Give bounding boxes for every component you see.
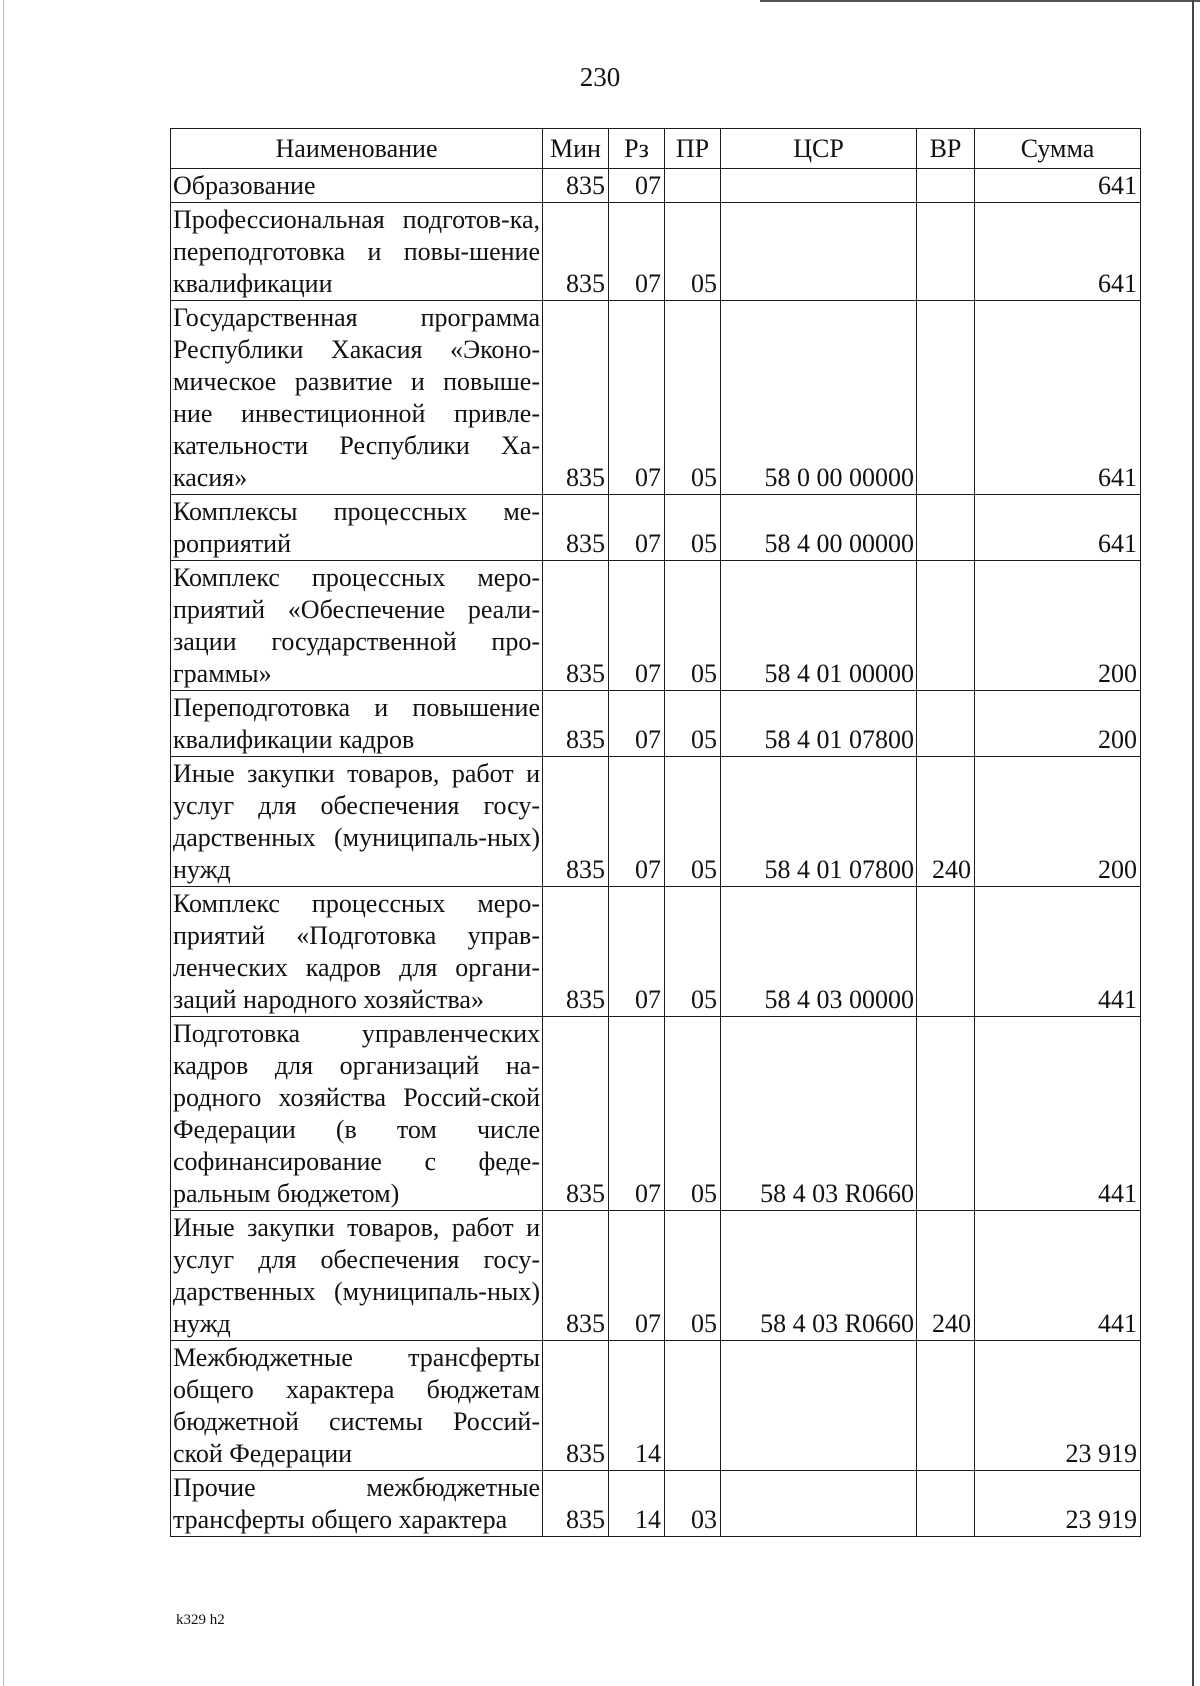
table-row	[171, 1017, 1141, 1211]
cell-csr	[721, 169, 917, 203]
cell-sum: 23 919	[975, 1471, 1141, 1537]
cell-rz: 07	[609, 1211, 665, 1341]
table-header-row	[171, 129, 1141, 169]
cell-sum: 641	[975, 169, 1141, 203]
cell-vr	[917, 203, 975, 301]
cell-min: 835	[543, 1341, 609, 1471]
cell-name: Профессиональная подготов-ка, переподготовка и повы-шение квалификации	[171, 203, 543, 301]
cell-name: Иные закупки товаров, работ и услуг для обеспечения госу-дарственных (муниципаль-ных) нужд	[171, 1211, 543, 1341]
table-row	[171, 1211, 1141, 1341]
cell-csr: 58 4 00 00000	[721, 495, 917, 561]
cell-pr: 05	[665, 1211, 721, 1341]
cell-min: 835	[543, 495, 609, 561]
cell-vr: 240	[917, 1211, 975, 1341]
cell-csr: 58 4 03 R0660	[721, 1211, 917, 1341]
table-row	[171, 1471, 1141, 1537]
cell-vr	[917, 169, 975, 203]
cell-vr: 240	[917, 757, 975, 887]
cell-vr	[917, 301, 975, 495]
cell-csr: 58 4 01 07800	[721, 757, 917, 887]
header-vr: ВР	[917, 129, 975, 169]
cell-min: 835	[543, 1211, 609, 1341]
cell-name: Подготовка управленческих кадров для организаций на-родного хозяйства Россий-ской Федерации (в том числе софинансирование с феде-ральным бюджетом)	[171, 1017, 543, 1211]
cell-min: 835	[543, 203, 609, 301]
cell-vr	[917, 1341, 975, 1471]
cell-pr: 05	[665, 887, 721, 1017]
table-row	[171, 887, 1141, 1017]
cell-name: Межбюджетные трансферты общего характера бюджетам бюджетной системы Россий-ской Федерации	[171, 1341, 543, 1471]
cell-rz: 14	[609, 1471, 665, 1537]
cell-pr: 03	[665, 1471, 721, 1537]
cell-vr	[917, 1471, 975, 1537]
table-row	[171, 301, 1141, 495]
cell-sum: 200	[975, 561, 1141, 691]
scan-left-edge	[3, 0, 4, 1686]
cell-name: Переподготовка и повышение квалификации кадров	[171, 691, 543, 757]
scan-top-edge	[760, 0, 1200, 2]
cell-pr: 05	[665, 495, 721, 561]
cell-csr	[721, 203, 917, 301]
cell-vr	[917, 691, 975, 757]
cell-rz: 07	[609, 1017, 665, 1211]
cell-vr	[917, 1017, 975, 1211]
cell-name: Комплексы процессных ме-роприятий	[171, 495, 543, 561]
cell-pr: 05	[665, 301, 721, 495]
cell-pr	[665, 1341, 721, 1471]
cell-sum: 200	[975, 757, 1141, 887]
cell-rz: 14	[609, 1341, 665, 1471]
cell-csr: 58 4 03 00000	[721, 887, 917, 1017]
cell-vr	[917, 495, 975, 561]
header-name: Наименование	[171, 129, 543, 169]
cell-sum: 441	[975, 887, 1141, 1017]
budget-table	[170, 128, 1141, 1537]
cell-name: Комплекс процессных меро-приятий «Подготовка управ-ленческих кадров для органи-заций народного хозяйства»	[171, 887, 543, 1017]
cell-rz: 07	[609, 169, 665, 203]
cell-vr	[917, 887, 975, 1017]
cell-sum: 441	[975, 1017, 1141, 1211]
cell-name: Иные закупки товаров, работ и услуг для обеспечения госу-дарственных (муниципаль-ных) нужд	[171, 757, 543, 887]
header-sum: Сумма	[975, 129, 1141, 169]
table-row	[171, 169, 1141, 203]
budget-table-container	[170, 128, 1140, 1537]
cell-rz: 07	[609, 203, 665, 301]
cell-vr	[917, 561, 975, 691]
table-body	[171, 169, 1141, 1537]
table-row	[171, 495, 1141, 561]
cell-name: Государственная программа Республики Хакасия «Эконо-мическое развитие и повыше-ние инвестиционной привле-кательности Республики Ха-касия»	[171, 301, 543, 495]
cell-pr: 05	[665, 757, 721, 887]
cell-pr	[665, 169, 721, 203]
cell-name: Образование	[171, 169, 543, 203]
cell-csr: 58 4 01 07800	[721, 691, 917, 757]
table-row	[171, 691, 1141, 757]
cell-sum: 641	[975, 495, 1141, 561]
cell-rz: 07	[609, 887, 665, 1017]
table-row	[171, 203, 1141, 301]
cell-csr	[721, 1471, 917, 1537]
cell-pr: 05	[665, 1017, 721, 1211]
table-row	[171, 561, 1141, 691]
cell-min: 835	[543, 887, 609, 1017]
cell-name: Комплекс процессных меро-приятий «Обеспечение реали-зации государственной про-граммы»	[171, 561, 543, 691]
cell-min: 835	[543, 1471, 609, 1537]
cell-name: Прочие межбюджетные трансферты общего характера	[171, 1471, 543, 1537]
page-number: 230	[579, 62, 621, 92]
header-rz: Рз	[609, 129, 665, 169]
cell-sum: 641	[975, 203, 1141, 301]
header-min: Мин	[543, 129, 609, 169]
cell-sum: 23 919	[975, 1341, 1141, 1471]
cell-min: 835	[543, 691, 609, 757]
cell-csr: 58 0 00 00000	[721, 301, 917, 495]
cell-sum: 200	[975, 691, 1141, 757]
table-row	[171, 757, 1141, 887]
cell-min: 835	[543, 301, 609, 495]
cell-csr	[721, 1341, 917, 1471]
header-csr: ЦСР	[721, 129, 917, 169]
scan-right-edge	[1192, 0, 1194, 1686]
cell-rz: 07	[609, 561, 665, 691]
cell-rz: 07	[609, 301, 665, 495]
footer-code: k329 h2	[176, 1612, 225, 1628]
cell-min: 835	[543, 757, 609, 887]
cell-min: 835	[543, 169, 609, 203]
cell-pr: 05	[665, 691, 721, 757]
cell-pr: 05	[665, 203, 721, 301]
cell-rz: 07	[609, 691, 665, 757]
cell-sum: 641	[975, 301, 1141, 495]
cell-rz: 07	[609, 495, 665, 561]
cell-csr: 58 4 01 00000	[721, 561, 917, 691]
cell-min: 835	[543, 561, 609, 691]
cell-min: 835	[543, 1017, 609, 1211]
cell-rz: 07	[609, 757, 665, 887]
cell-pr: 05	[665, 561, 721, 691]
table-row	[171, 1341, 1141, 1471]
header-pr: ПР	[665, 129, 721, 169]
cell-csr: 58 4 03 R0660	[721, 1017, 917, 1211]
cell-sum: 441	[975, 1211, 1141, 1341]
